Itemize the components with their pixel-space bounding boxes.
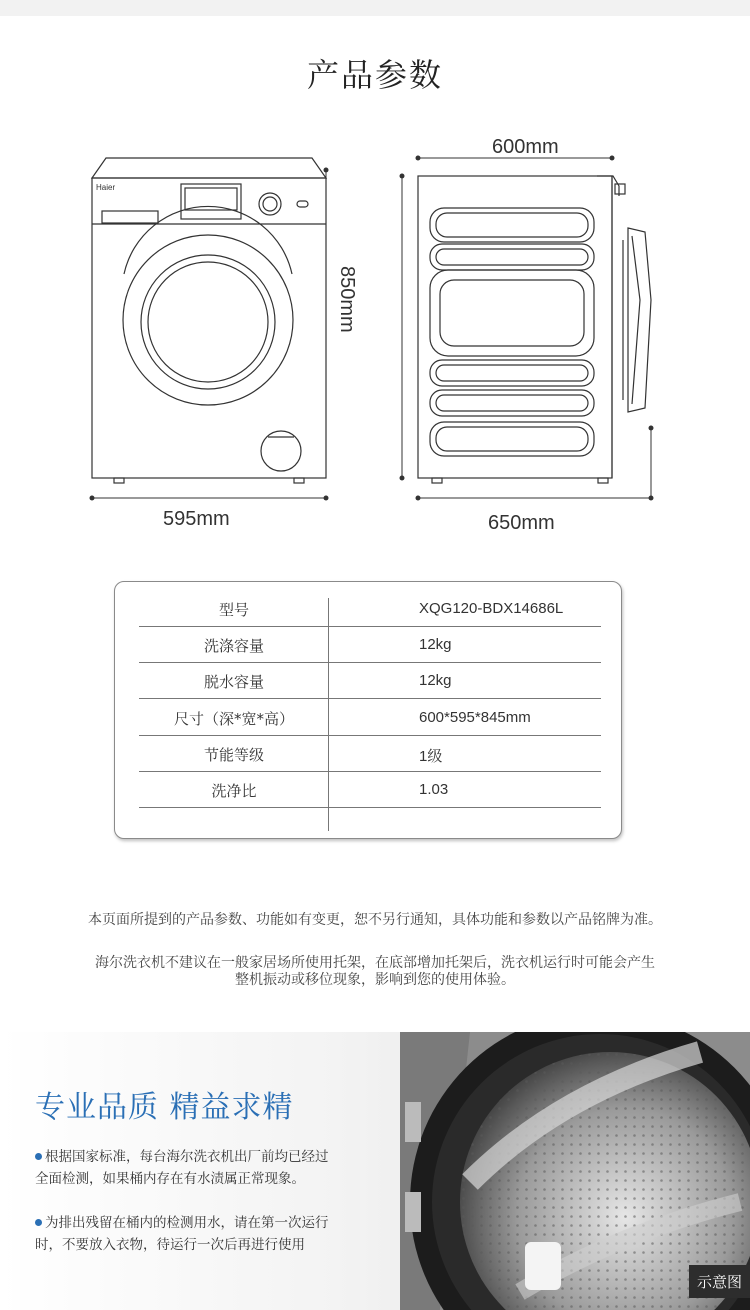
bullet-dot-icon [35, 1153, 42, 1160]
side-view-washer [418, 176, 651, 483]
banner-title: 专业品质 精益求精 [35, 1090, 294, 1125]
bullet-quality-check: 根据国家标准，每台海尔洗衣机出厂前均已经过 全面检测，如果桶内存在有水渍属正常现象。 [35, 1149, 329, 1187]
page-title: 产品参数 [306, 56, 443, 94]
spec-row-energy [139, 735, 601, 772]
bullet-dot-icon [35, 1219, 42, 1226]
spec-label: 洗涤容量 [203, 637, 264, 655]
spec-value: 600*595*845mm [419, 709, 531, 726]
spec-label: 脱水容量 [203, 673, 264, 691]
spec-table [114, 581, 622, 839]
illustration-badge: 示意图 [689, 1265, 750, 1298]
spec-value: 1.03 [419, 781, 449, 798]
front-view-washer [92, 158, 326, 483]
spec-row-size [139, 699, 601, 736]
spec-label: 型号 [218, 601, 249, 619]
spec-value: 12kg [419, 636, 452, 653]
spec-label: 尺寸（深*宽*高） [173, 710, 294, 728]
depth-top-label: 600mm [492, 136, 559, 158]
dimension-drawing [0, 0, 750, 560]
bracket-note-line2: 整机振动或移位现象，影响到您的使用体验。 [235, 972, 515, 988]
depth-total-label: 650mm [488, 512, 555, 534]
spec-row-model [139, 590, 601, 627]
spec-value: 12kg [419, 672, 452, 689]
spec-value: 1级 [419, 748, 443, 765]
spec-row-wash-capacity [139, 626, 601, 663]
spec-label: 洗净比 [211, 782, 257, 800]
quality-banner [0, 1032, 750, 1310]
disclaimer-note: 本页面所提到的产品参数、功能如有变更，恕不另行通知，具体功能和参数以产品铭牌为准。 [88, 912, 662, 928]
dimension-lines [92, 158, 651, 498]
width-label: 595mm [163, 508, 230, 530]
bullet-first-run: 为排出残留在桶内的检测用水，请在第一次运行 时，不要放入衣物，待运行一次后再进行使用 [35, 1215, 329, 1253]
spec-row-spin-capacity [139, 662, 601, 699]
bracket-note-line1: 海尔洗衣机不建议在一般家居场所使用托架，在底部增加托架后，洗衣机运行时可能会产生 [95, 955, 655, 971]
spec-value: XQG120-BDX14686L [419, 600, 564, 617]
spec-label: 节能等级 [203, 746, 264, 764]
height-label: 850mm [336, 266, 358, 333]
brand-logo: Haier [96, 183, 116, 192]
spec-row-wash-ratio [139, 771, 601, 808]
